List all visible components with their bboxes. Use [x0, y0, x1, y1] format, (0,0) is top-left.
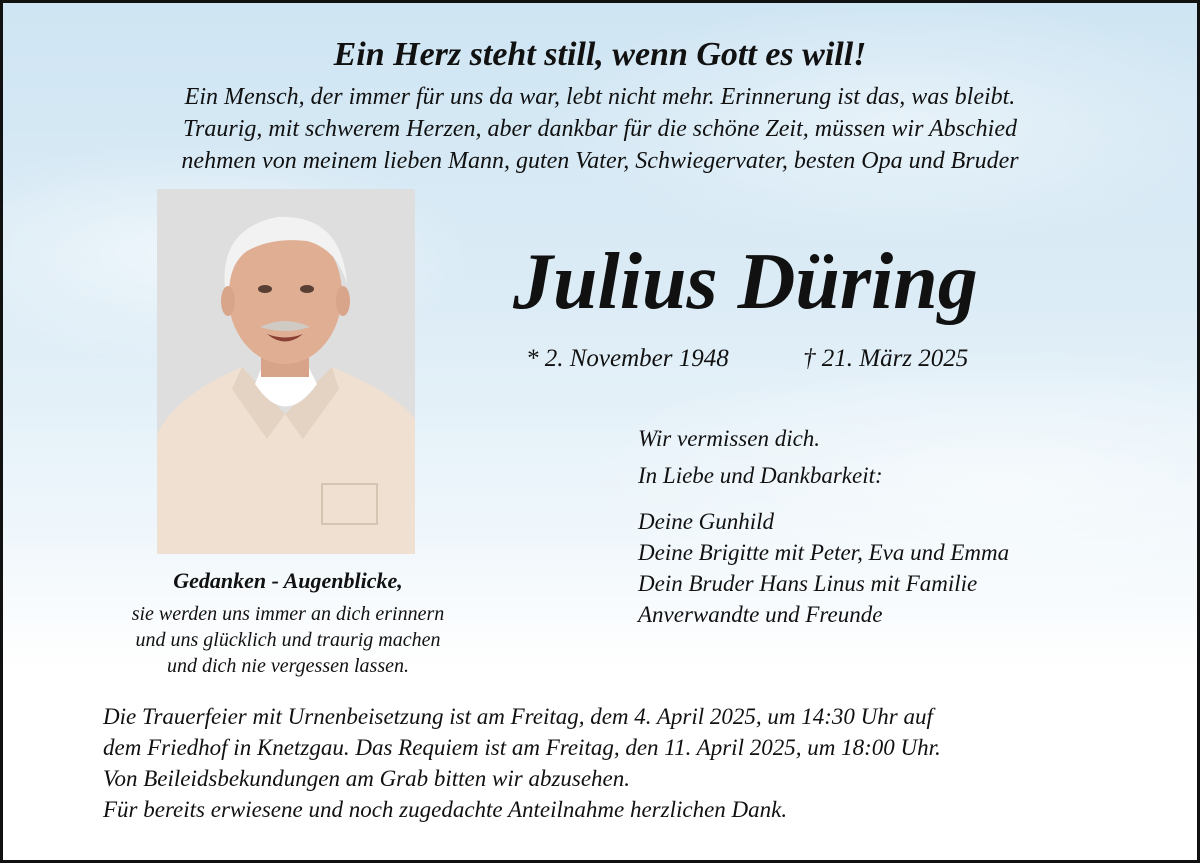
mourner-name: Deine Gunhild: [638, 509, 775, 534]
intro-line: Traurig, mit schwerem Herzen, aber dankbar für die schöne Zeit, müssen wir Abschied: [183, 116, 1017, 142]
ceremony-line: Von Beileidsbekundungen am Grab bitten wir abzusehen.: [103, 766, 631, 791]
death-date: † 21. März 2025: [803, 345, 969, 372]
deceased-name: Julius Düring: [513, 238, 978, 326]
quote-title: Gedanken - Augenblicke,: [173, 568, 403, 593]
ceremony-line: dem Friedhof in Knetzgau. Das Requiem ist am Freitag, den 11. April 2025, um 18:00 Uhr.: [103, 735, 941, 760]
quote-line: sie werden uns immer an dich erinnern: [131, 603, 445, 625]
portrait-illustration: [157, 189, 415, 554]
mourner-name: Deine Brigitte mit Peter, Eva und Emma: [638, 540, 1010, 565]
quote-body: [73, 601, 503, 679]
portrait-photo: [157, 189, 415, 554]
birth-date: * 2. November 1948: [526, 345, 729, 372]
mourner-name: Dein Bruder Hans Linus mit Familie: [638, 571, 978, 596]
ceremony-text: [103, 701, 941, 825]
headline: Ein Herz steht still, wenn Gott es will!: [333, 36, 867, 73]
mourner-name: Anverwandte und Freunde: [638, 602, 883, 627]
miss-line: Wir vermissen dich.: [638, 426, 821, 451]
intro-line: nehmen von meinem lieben Mann, guten Vater, Schwiegervater, besten Opa und Bruder: [181, 148, 1019, 174]
quote-line: und dich nie vergessen lassen.: [167, 655, 409, 677]
quote-line: und uns glücklich und traurig machen: [135, 629, 441, 651]
intro-text: [3, 81, 1197, 177]
love-line: In Liebe und Dankbarkeit:: [638, 463, 883, 488]
ceremony-line: Für bereits erwiesene und noch zugedachte Anteilnahme herzlichen Dank.: [103, 797, 788, 822]
intro-line: Ein Mensch, der immer für uns da war, lebt nicht mehr. Erinnerung ist das, was bleibt.: [184, 84, 1016, 110]
ceremony-line: Die Trauerfeier mit Urnenbeisetzung ist am Freitag, dem 4. April 2025, um 14:30 Uhr auf: [103, 704, 933, 729]
